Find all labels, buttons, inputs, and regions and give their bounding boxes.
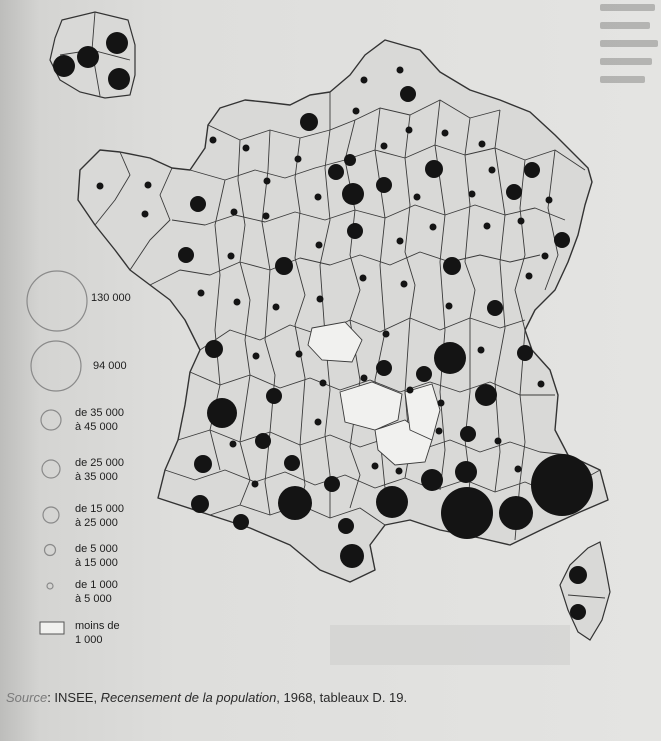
circle-sm: [455, 461, 477, 483]
legend-label-25000: de 25 000 à 35 000: [75, 457, 124, 483]
france-mainland: [78, 40, 608, 582]
circle-sm: [344, 154, 356, 166]
source-sep: : INSEE,: [47, 690, 101, 705]
circle-md: [207, 398, 237, 428]
source-rest: , 1968, tableaux D. 19.: [276, 690, 408, 705]
inset-circle: [106, 32, 128, 54]
circle-lg: [441, 487, 493, 539]
legend-label-130000: 130 000: [91, 292, 131, 304]
circle-sm: [475, 384, 497, 406]
circle-sm: [338, 518, 354, 534]
circle-sm: [506, 184, 522, 200]
legend-label-15000: de 15 000 à 25 000: [75, 503, 124, 529]
inset-circle: [108, 68, 130, 90]
circle-sm: [400, 86, 416, 102]
circle-sm: [342, 183, 364, 205]
bleed-through-legend: [330, 625, 570, 665]
circle-lg: [531, 454, 593, 516]
circle-sm: [300, 113, 318, 131]
circle-sm: [255, 433, 271, 449]
circle-sm: [376, 360, 392, 376]
circle-md: [499, 496, 533, 530]
circle-sm: [570, 604, 586, 620]
legend-label-1000: de 1 000 à 5 000: [75, 579, 118, 605]
circle-sm: [328, 164, 344, 180]
circle-sm: [487, 300, 503, 316]
circle-sm: [376, 177, 392, 193]
legend-label-35000: de 35 000 à 45 000: [75, 407, 124, 433]
circle-sm: [324, 476, 340, 492]
circle-sm: [340, 544, 364, 568]
source-prefix: Source: [6, 690, 48, 705]
circle-md: [376, 486, 408, 518]
circle-sm: [425, 160, 443, 178]
circle-sm: [416, 366, 432, 382]
circle-sm: [205, 340, 223, 358]
circle-sm: [194, 455, 212, 473]
legend-label-94000: 94 000: [93, 360, 127, 372]
inset-circle: [53, 55, 75, 77]
circle-sm: [190, 196, 206, 212]
circle-sm: [569, 566, 587, 584]
circle-sm: [554, 232, 570, 248]
circle-sm: [517, 345, 533, 361]
source-title: Recensement de la population: [100, 690, 277, 705]
circle-sm: [421, 469, 443, 491]
circle-md: [434, 342, 466, 374]
source-caption: [6, 690, 407, 705]
circle-sm: [460, 426, 476, 442]
inset-circle: [77, 46, 99, 68]
circle-sm: [284, 455, 300, 471]
circle-sm: [524, 162, 540, 178]
circle-sm: [178, 247, 194, 263]
circle-sm: [275, 257, 293, 275]
circle-sm: [233, 514, 249, 530]
legend-label-blank: moins de 1 000: [75, 620, 120, 646]
circle-sm: [266, 388, 282, 404]
legend-label-5000: de 5 000 à 15 000: [75, 543, 118, 569]
circle-sm: [191, 495, 209, 513]
circle-sm: [443, 257, 461, 275]
circle-md: [278, 486, 312, 520]
circle-sm: [347, 223, 363, 239]
